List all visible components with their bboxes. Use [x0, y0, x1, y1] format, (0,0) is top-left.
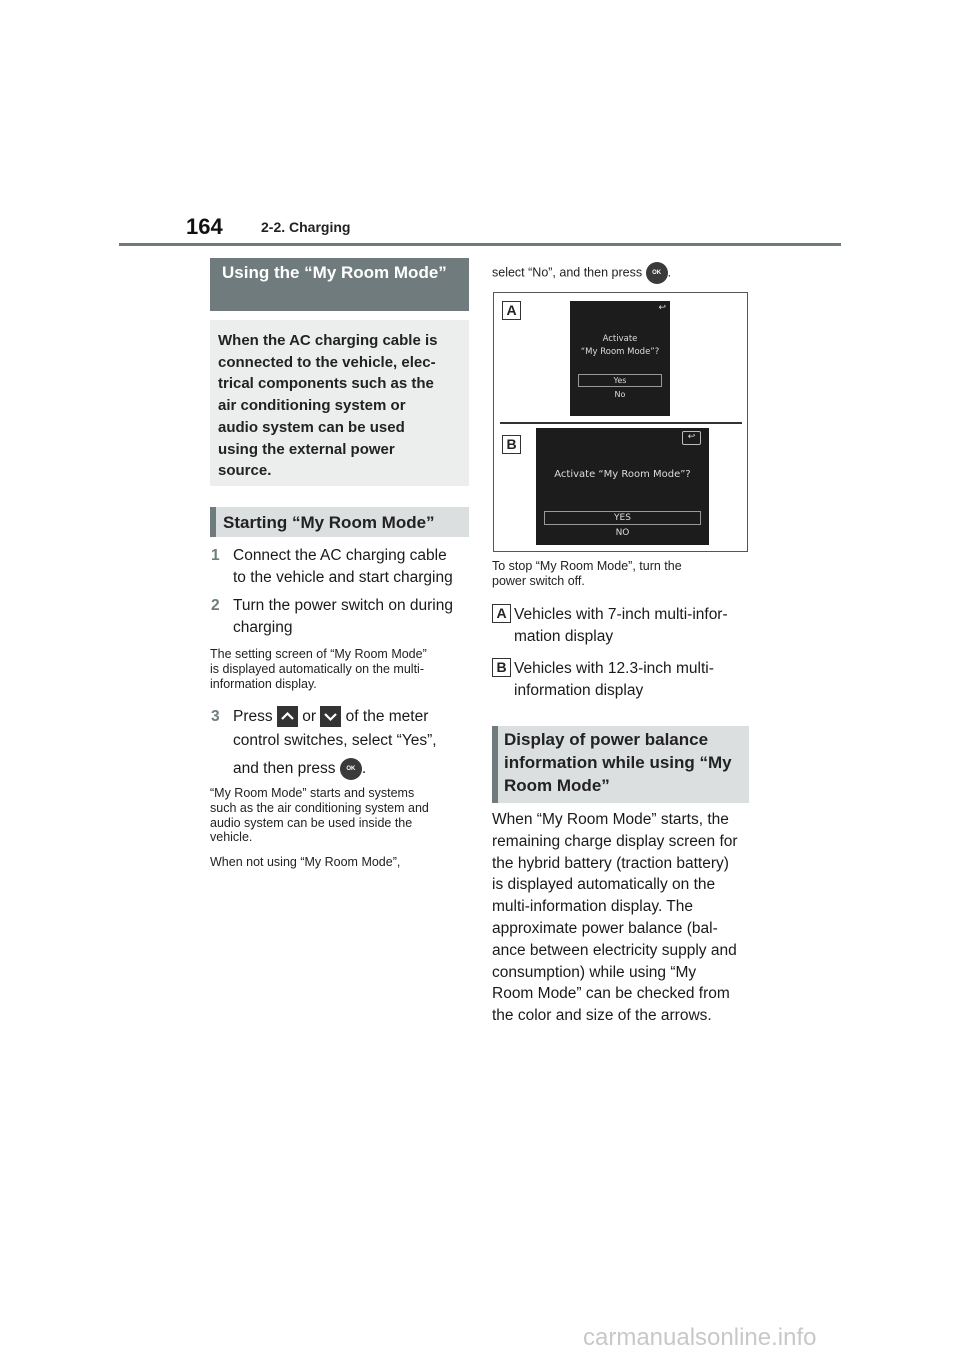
screen-7inch [570, 301, 670, 416]
screen-12inch [536, 428, 709, 545]
note-line: . [667, 265, 672, 280]
body-line: consumption) while using “My [492, 963, 697, 981]
step-number: 3 [211, 708, 220, 725]
body-line: When “My Room Mode” starts, the [492, 811, 729, 828]
step-3 [211, 704, 473, 784]
note-line: information display. [210, 676, 317, 691]
note-my-room-starts [210, 786, 472, 845]
up-switch-icon [277, 706, 298, 727]
watermark: carmanualsonline.info [583, 1324, 817, 1351]
back-arrow-icon: ↩ [682, 431, 701, 445]
heading-using-my-room-mode [210, 258, 469, 311]
header-rule [119, 243, 841, 246]
body-line: remaining charge display screen for [492, 832, 738, 850]
note-line: When not using “My Room Mode”, [210, 855, 401, 869]
heading-line: Room Mode” [504, 776, 610, 795]
step-text: or [302, 708, 317, 725]
section-title: 2-2. Charging [261, 219, 351, 235]
legend-text: mation display [514, 627, 614, 645]
step-text: control switches, select “Yes”, [233, 732, 437, 749]
note-stop [492, 559, 754, 589]
legend-text: information display [514, 681, 644, 699]
note-line: is displayed automatically on the multi- [210, 661, 424, 676]
screen-b-title: Activate “My Room Mode”? [554, 469, 691, 480]
heading-line: Display of power balance [504, 730, 709, 749]
summary-line: using the external power [218, 440, 395, 458]
step-text: and then press [233, 760, 336, 778]
body-line: the hybrid battery (traction battery) [492, 854, 729, 872]
note-line: such as the air conditioning system and [210, 800, 429, 815]
note-line: “My Room Mode” starts and systems [210, 786, 415, 800]
power-balance-body [492, 809, 754, 1027]
heading-using-text: Using the “My Room Mode” [222, 263, 447, 282]
display-figure [493, 292, 748, 552]
legend-b [492, 658, 754, 706]
legend-text: Vehicles with 12.3-inch multi- [514, 660, 714, 677]
summary-box [210, 320, 469, 486]
body-line: is displayed automatically on the [492, 876, 716, 894]
ok-button-icon: OK [646, 262, 668, 284]
heading-starting-my-room-mode [210, 507, 469, 537]
down-switch-icon [320, 706, 341, 727]
summary-line: source. [218, 462, 272, 480]
heading-starting-text: Starting “My Room Mode” [223, 513, 435, 532]
step-text: Press [233, 708, 273, 725]
legend-label-b: B [492, 658, 511, 677]
step-text: Turn the power switch on during [233, 597, 453, 614]
heading-display-power-balance [492, 726, 749, 803]
page-number: 164 [186, 214, 223, 239]
summary-line: trical components such as the [218, 375, 434, 393]
screen-a-yes-option: Yes [578, 374, 662, 387]
summary-line: audio system can be used [218, 418, 405, 436]
step-1 [211, 545, 473, 591]
step-text: of the meter [345, 708, 429, 725]
body-line: ance between electricity supply and [492, 941, 737, 959]
continuation-text [492, 262, 752, 286]
legend-a [492, 604, 754, 652]
figure-divider [500, 422, 742, 424]
legend-text: Vehicles with 7-inch multi-infor- [514, 606, 728, 623]
step-number: 1 [211, 547, 220, 564]
ok-button-icon: OK [340, 758, 362, 780]
figure-label-a: A [502, 301, 521, 320]
step-number: 2 [211, 597, 220, 614]
note-line: select “No”, and then press [492, 265, 643, 280]
body-line: Room Mode” can be checked from [492, 985, 730, 1003]
note-line: vehicle. [210, 830, 253, 845]
summary-line: When the AC charging cable is [218, 332, 438, 349]
screen-a-line1: Activate [602, 334, 638, 344]
body-line: the color and size of the arrows. [492, 1007, 712, 1025]
note-setting-screen [210, 647, 472, 691]
note-line: audio system can be used inside the [210, 815, 413, 830]
screen-b-yes-option: YES [544, 511, 701, 525]
legend-label-a: A [492, 604, 511, 623]
note-line: power switch off. [492, 573, 585, 588]
step-text: charging [233, 619, 293, 636]
step-2 [211, 595, 473, 641]
body-line: multi-information display. The [492, 898, 694, 916]
step-text: to the vehicle and start charging [233, 569, 453, 586]
summary-line: air conditioning system or [218, 397, 406, 415]
note-line: To stop “My Room Mode”, turn the [492, 559, 682, 573]
heading-line: information while using “My [504, 753, 732, 772]
figure-label-b: B [502, 435, 521, 454]
note-line: The setting screen of “My Room Mode” [210, 647, 427, 661]
step-text: Connect the AC charging cable [233, 547, 447, 564]
step-text: . [361, 760, 367, 778]
back-arrow-icon: ↩ [658, 303, 666, 313]
note-not-using [210, 855, 472, 870]
body-line: approximate power balance (bal- [492, 919, 718, 937]
screen-b-no-option: NO [615, 528, 630, 538]
summary-line: connected to the vehicle, elec- [218, 353, 436, 371]
screen-a-no-option: No [614, 390, 626, 399]
screen-a-line2: “My Room Mode”? [580, 347, 660, 357]
